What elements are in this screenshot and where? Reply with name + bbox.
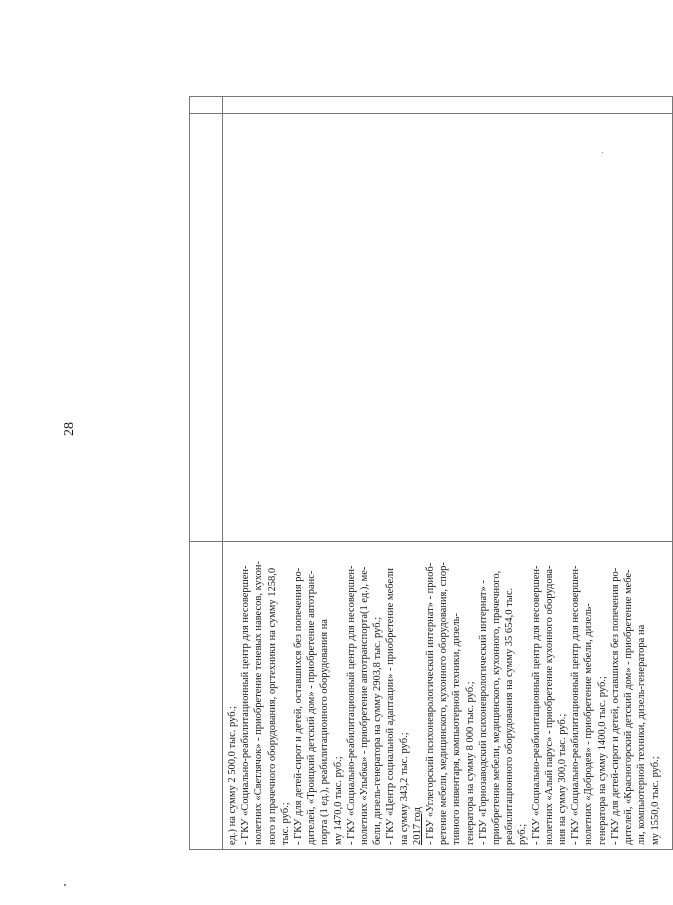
cell-line: - ГКУ «Центр социальной адаптации» - приобретение мебели bbox=[385, 568, 397, 845]
cell-line: тыс. руб.; bbox=[279, 802, 291, 845]
cell-text bbox=[226, 545, 662, 845]
cell-line: 2017 год bbox=[411, 807, 423, 845]
cell-line: ретение мебели, медицинского, кухонного оборудования, спор- bbox=[438, 562, 450, 845]
cell-line: - ГКУ «Социально-реабилитационный центр для несовершен- bbox=[530, 565, 542, 845]
cell-line: дителей, «Троицкий детский дом» - приобретение автотранс- bbox=[306, 570, 318, 845]
cell-line: му 1550,0 тыс. руб.; bbox=[649, 756, 661, 845]
cell-line: нолетних «Алый парус» - приобретение кухонного оборудова- bbox=[543, 565, 555, 845]
cell-line: - ГКУ «Социально-реабилитационный центр для несовершен- bbox=[345, 565, 357, 845]
cell-line: бели, дизель-генератора на сумму 2903,8 тыс. руб.; bbox=[372, 616, 384, 845]
cell-line: нолетних «Улыбка» - приобретение автотранспорта(1 ед.), ме- bbox=[359, 566, 371, 845]
cell-line: дителей, «Красногорский детский дом» - приобретение мебе- bbox=[623, 569, 635, 845]
scan-speck bbox=[64, 884, 66, 886]
cell-line: тивного инвентаря, компьютерной техники, дизель- bbox=[451, 613, 463, 845]
cell-line: нолетних «Светлячок» - приобретение теневых навесов, кухон- bbox=[253, 561, 265, 845]
cell-line: руб.; bbox=[517, 823, 529, 845]
cell-line: приобретение мебели, медицинского, кухонного, прачечного, bbox=[491, 570, 503, 845]
cell-line: генератора на сумму 8 000 тыс. руб.; bbox=[464, 681, 476, 845]
cell-line: - ГКУ «Социально-реабилитационный центр для несовершен- bbox=[570, 565, 582, 845]
table-cell-narrow bbox=[190, 97, 672, 113]
table-cell-empty bbox=[190, 113, 672, 541]
table-cell-description bbox=[190, 541, 672, 849]
cell-line: - ГКУ для детей-сирот и детей, оставшихся без попечения ро- bbox=[293, 567, 305, 845]
cell-line: нолетних «Добродея» - приобретение мебели, дизель- bbox=[583, 603, 595, 845]
page-number: 28 bbox=[62, 422, 77, 436]
cell-line: - ГБУ «Углегорский психоневрологический интернат» - приоб- bbox=[425, 562, 437, 845]
cell-line: на сумму 343,2 тыс. руб.; bbox=[398, 732, 410, 845]
cell-line: му 1470,0 тыс. руб.; bbox=[332, 756, 344, 845]
cell-line: - ГКУ «Социально-реабилитационный центр для несовершен- bbox=[240, 565, 252, 845]
cell-line: порта (1 ед.), реабилитационного оборудования на bbox=[319, 619, 331, 845]
scan-speck bbox=[602, 152, 603, 153]
cell-line: ния на сумму 300,0 тыс. руб.; bbox=[557, 713, 569, 845]
cell-line: ед.) на сумму 2 500,0 тыс. руб.; bbox=[227, 705, 238, 845]
cell-line: - ГБУ «Горнозаводский психоневрологический интернат» - bbox=[477, 580, 489, 845]
cell-line: генератора на сумму 1400,0 тыс. руб.; bbox=[596, 676, 608, 845]
cell-line: - ГКУ для детей-сирот и детей, оставшихся без попечения ро- bbox=[609, 567, 621, 845]
table bbox=[189, 96, 673, 850]
cell-line: реабилитационного оборудования на сумму 35 654,0 тыс. bbox=[504, 587, 516, 845]
cell-line: ного и прачечного оборудования, оргтехники на сумму 1258,0 bbox=[266, 567, 278, 845]
cell-line: ли, компьютерной техники, дизель-генератора на bbox=[636, 624, 648, 845]
